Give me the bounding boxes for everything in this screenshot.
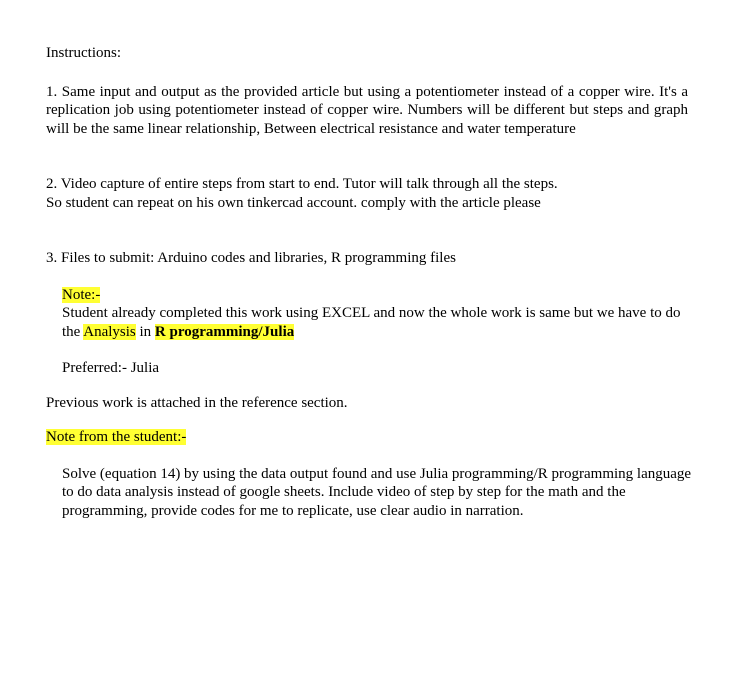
instructions-heading: Instructions: [46, 45, 121, 61]
student-note-text: Solve (equation 14) by using the data output found and use Julia programming/R programming language to do data analysis instead of google sheets. Include video of step by step for the math and the programming, provide codes for me to replicate, use clear audio in narration. [62, 465, 692, 519]
note-text-start: Student already completed this work using EXCEL and now the whole work is same but we have to do the [62, 305, 681, 340]
instruction-item-2: 2. Video capture of entire steps from start to end. Tutor will talk through all the steps. So student can repeat on his own tinkercad account. comply with the article please [46, 176, 558, 211]
note-label: Note:- [62, 286, 101, 303]
note-label-line [62, 286, 696, 305]
preferred-text: Preferred:- Julia [62, 360, 160, 376]
note-text [62, 304, 702, 341]
note-in-word: in [135, 323, 155, 340]
document-body [46, 44, 696, 520]
previous-work-text: Previous work is attached in the reference section. [46, 394, 348, 411]
instruction-item-1: 1. Same input and output as the provided article but using a potentiometer instead of a copper wire. It's a replication job using potentiometer instead of copper wire. Numbers will be different but steps and graph will be the same linear relationship, Between electrical resistance and water temperature [46, 83, 688, 137]
instruction-item-3: 3. Files to submit: Arduino codes and libraries, R programming files [46, 250, 456, 266]
tool-highlight: R programming/Julia [154, 323, 295, 340]
student-note-label: Note from the student:- [46, 429, 187, 445]
analysis-highlight: Analysis [83, 323, 136, 340]
student-note-label-line [46, 428, 696, 447]
